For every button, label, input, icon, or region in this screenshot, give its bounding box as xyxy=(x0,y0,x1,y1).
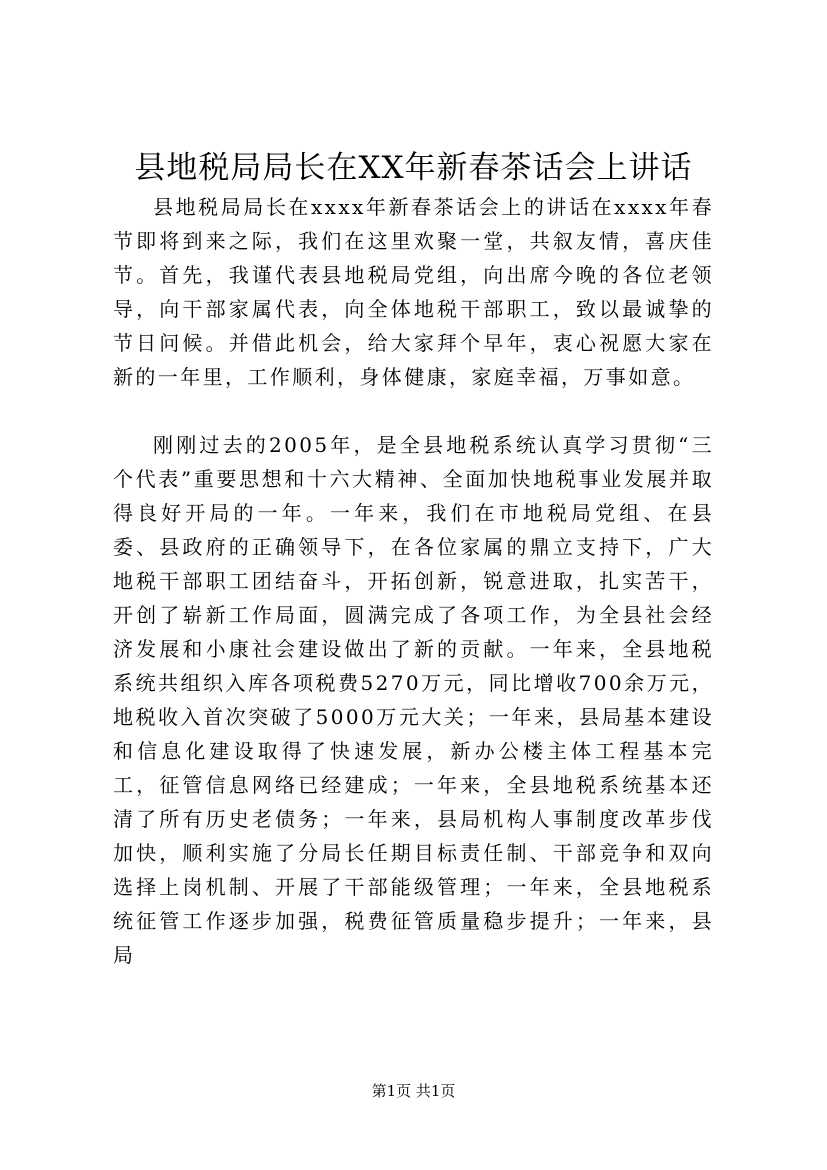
paragraph-greeting: 县地税局局长在xxxx年新春茶话会上的讲话在xxxx年春节即将到来之际，我们在这里欢聚一堂，共叙友情，喜庆佳节。首先，我谨代表县地税局党组，向出席今晚的各位老领导，向干部家属代表，向全体地税干部职工，致以最诚挚的节日问候。并借此机会，给大家拜个早年，衷心祝愿大家在新的一年里，工作顺利，身体健康，家庭幸福，万事如意。 xyxy=(113,195,714,389)
document-title: 县地税局局长在XX年新春茶话会上讲话 xyxy=(134,150,693,186)
paragraph-review: 刚刚过去的2005年，是全县地税系统认真学习贯彻“三个代表”重要思想和十六大精神、全面加快地税事业发展并取得良好开局的一年。一年来，我们在市地税局党组、在县委、县政府的正确领导下，在各位家属的鼎立支持下，广大地税干部职工团结奋斗，开拓创新，锐意进取，扎实苦干，开创了崭新工作局面，圆满完成了各项工作，为全县社会经济发展和小康社会建设做出了新的贡献。一年来，全县地税系统共组织入库各项税费5270万元，同比增收700余万元，地税收入首次突破了5000万元大关；一年来，县局基本建设和信息化建设取得了快速发展，新办公楼主体工程基本完工，征管信息网络已经建成；一年来，全县地税系统基本还清了所有历史老债务；一年来，县局机构人事制度改革步伐加快，顺利实施了分局长任期目标责任制、干部竞争和双向选择上岗机制、开展了干部能级管理；一年来，全县地税系统征管工作逐步加强，税费征管质量稳步提升；一年来，县局 xyxy=(113,433,714,967)
page-footer: 第1页 共1页 xyxy=(371,1082,456,1100)
document-body xyxy=(113,190,714,972)
